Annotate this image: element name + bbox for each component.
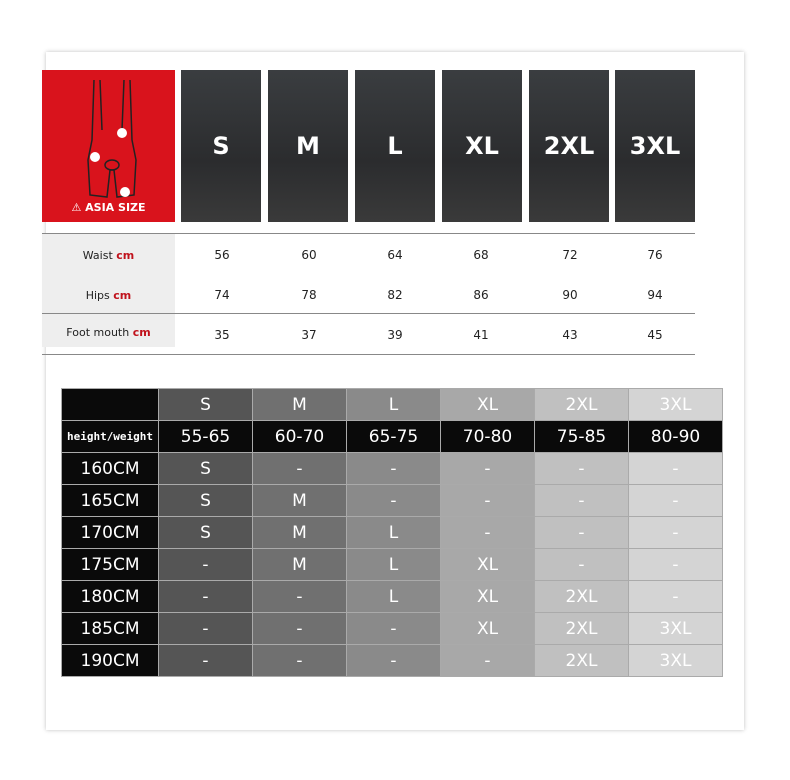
size-cell: - [159,613,253,645]
size-cell: - [253,581,347,613]
size-cell: - [347,645,441,677]
measure-value: 41 [473,328,489,342]
measure-value: 56 [214,248,230,262]
size-cell: - [441,453,535,485]
size-col-header: S [159,389,253,421]
size-cell: S [159,485,253,517]
weight-range: 70-80 [441,421,535,453]
size-cell: - [159,549,253,581]
corner-cell [62,389,159,421]
size-cell: - [347,453,441,485]
height-cell: 160CM [62,453,159,485]
size-header-2XL: 2XL [529,70,609,222]
height-cell: 175CM [62,549,159,581]
size-cell: - [159,645,253,677]
height-weight-label: height/weight [62,421,159,453]
measure-value: 45 [647,328,663,342]
measure-value: 78 [301,288,317,302]
measure-value: 64 [387,248,403,262]
size-header-3XL: 3XL [615,70,695,222]
measure-label: Foot mouth cm [42,314,175,347]
size-cell: M [253,549,347,581]
size-cell: - [535,549,629,581]
measure-label: Hips cm [42,274,175,313]
size-cell: M [253,485,347,517]
size-cell: M [253,517,347,549]
size-cell: L [347,517,441,549]
weight-range: 75-85 [535,421,629,453]
bib-shorts-diagram-icon [42,70,175,200]
size-col-header: 2XL [535,389,629,421]
size-cell: - [535,517,629,549]
measure-value: 68 [473,248,489,262]
measure-value: 43 [562,328,578,342]
size-col-header: 3XL [629,389,723,421]
size-cell: 3XL [629,613,723,645]
weight-range: 65-75 [347,421,441,453]
size-header-L: L [355,70,435,222]
table-row [62,549,723,581]
measure-value: 82 [387,288,403,302]
table-row [62,581,723,613]
size-header-S: S [181,70,261,222]
size-cell: - [629,517,723,549]
size-col-header: M [253,389,347,421]
size-cell: - [535,453,629,485]
measure-value: 86 [473,288,489,302]
size-cell: - [629,485,723,517]
measure-value: 74 [214,288,230,302]
size-cell: S [159,453,253,485]
size-cell: - [629,549,723,581]
size-cell: - [535,485,629,517]
size-cell: - [441,517,535,549]
measure-value: 35 [214,328,230,342]
divider [42,354,695,355]
warning-icon: ⚠ [71,201,82,214]
height-cell: 165CM [62,485,159,517]
size-cell: 2XL [535,581,629,613]
measure-value: 37 [301,328,317,342]
weight-range: 60-70 [253,421,347,453]
weight-range: 80-90 [629,421,723,453]
height-weight-table [61,388,723,677]
size-cell: - [253,453,347,485]
size-cell: - [629,581,723,613]
size-cell: 2XL [535,613,629,645]
size-cell: - [253,613,347,645]
measure-label: Waist cm [42,234,175,274]
height-cell: 180CM [62,581,159,613]
size-col-header: L [347,389,441,421]
table-row [62,613,723,645]
badge-label: ASIA SIZE [85,201,146,214]
size-cell: - [347,613,441,645]
size-cell: S [159,517,253,549]
size-cell: XL [441,549,535,581]
size-cell: XL [441,581,535,613]
height-cell: 170CM [62,517,159,549]
size-cell: - [253,645,347,677]
size-cell: - [441,645,535,677]
size-cell: - [629,453,723,485]
size-cell: - [441,485,535,517]
weight-range: 55-65 [159,421,253,453]
measure-value: 60 [301,248,317,262]
size-header-M: M [268,70,348,222]
measure-value: 39 [387,328,403,342]
measure-value: 76 [647,248,663,262]
size-cell: - [159,581,253,613]
asia-size-badge [42,70,175,222]
size-cell: - [347,485,441,517]
measure-value: 72 [562,248,578,262]
size-cell: 2XL [535,645,629,677]
measure-value: 94 [647,288,663,302]
table-row [62,485,723,517]
table-row [62,453,723,485]
size-cell: XL [441,613,535,645]
height-cell: 190CM [62,645,159,677]
height-cell: 185CM [62,613,159,645]
size-cell: L [347,549,441,581]
measure-value: 90 [562,288,578,302]
size-cell: L [347,581,441,613]
table-row [62,645,723,677]
size-header-XL: XL [442,70,522,222]
size-col-header: XL [441,389,535,421]
table-row [62,517,723,549]
size-cell: 3XL [629,645,723,677]
